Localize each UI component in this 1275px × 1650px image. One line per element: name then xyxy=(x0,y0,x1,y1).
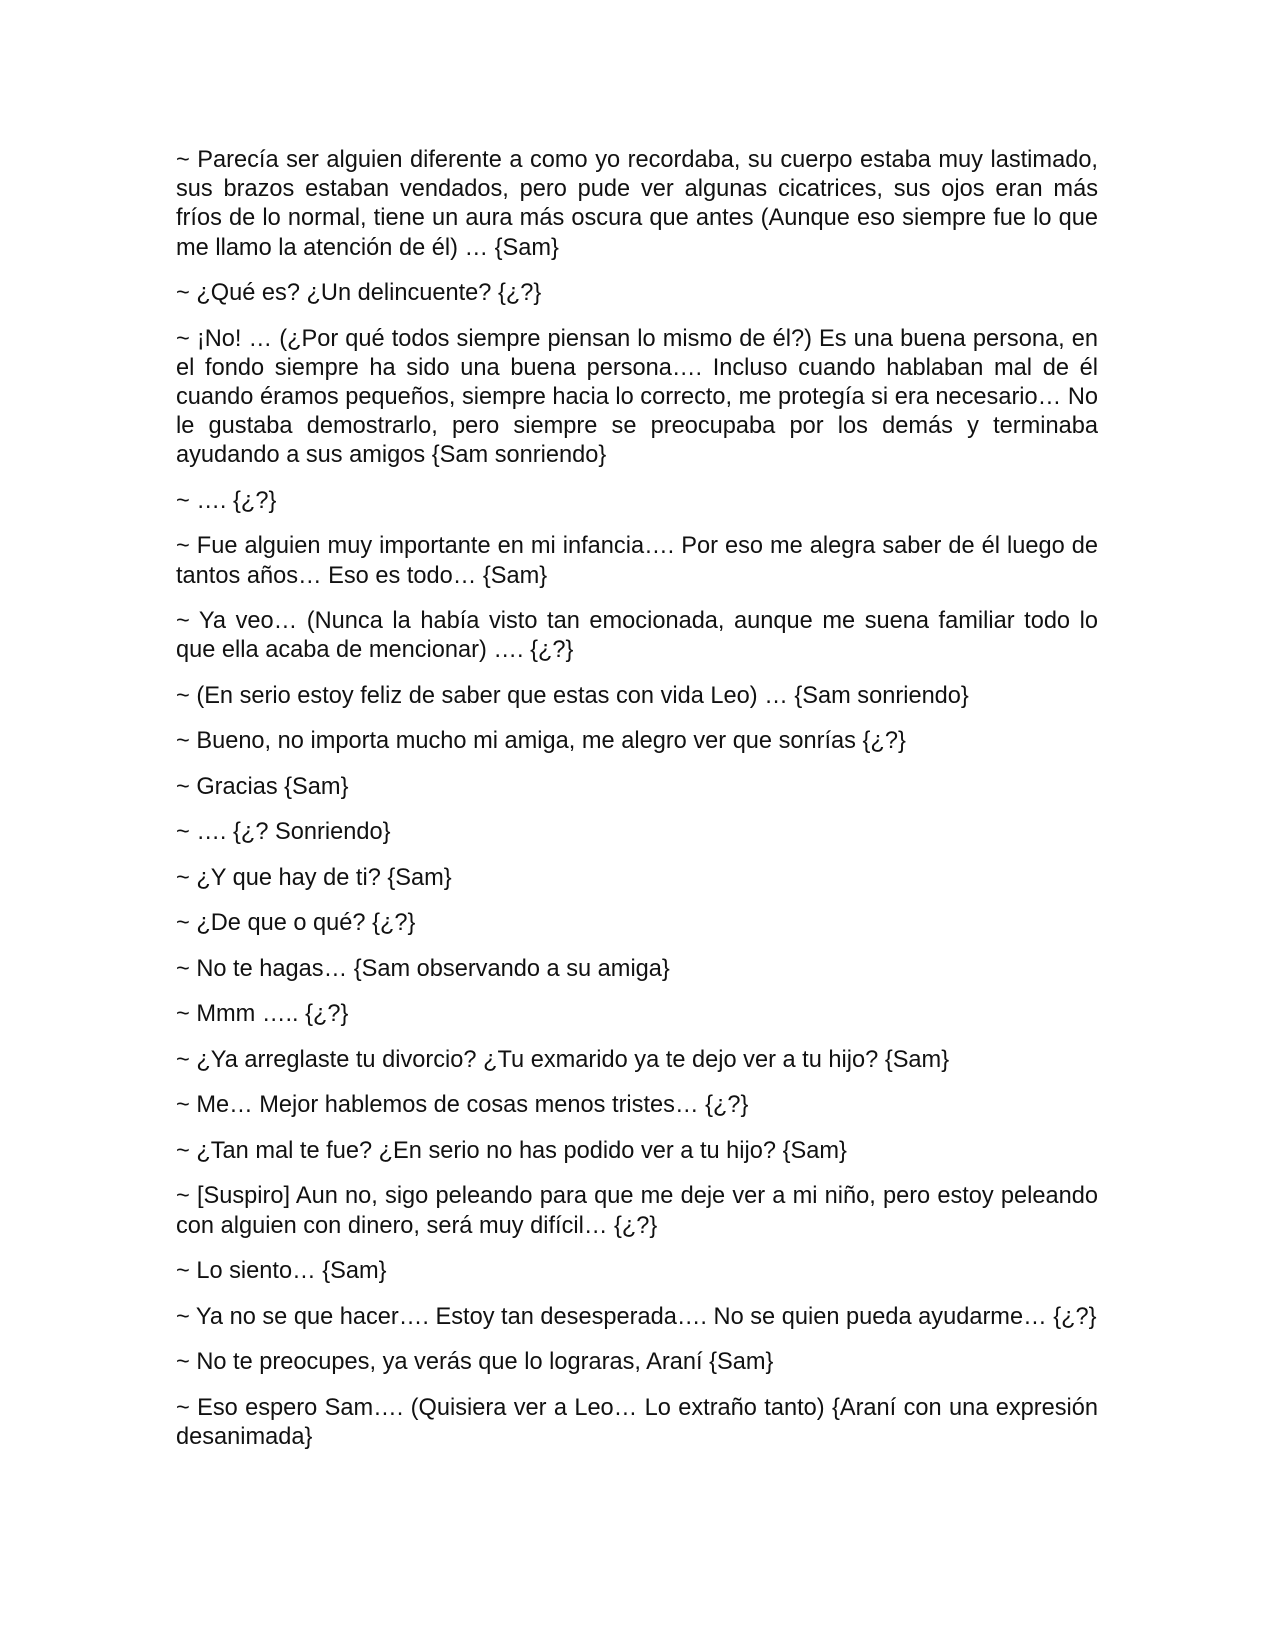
paragraph-6: ~ Ya veo… (Nunca la había visto tan emocionada, aunque me suena familiar todo lo que ella acaba de mencionar) …. {¿?} xyxy=(176,608,1098,664)
paragraph-11: ~ ¿Y que hay de ti? {Sam} xyxy=(176,864,452,891)
paragraph-22: ~ Eso espero Sam…. (Quisiera ver a Leo… Lo extraño tanto) {Araní con una expresión desanimada} xyxy=(176,1394,1098,1450)
paragraph-5: ~ Fue alguien muy importante en mi infancia…. Por eso me alegra saber de él luego de tantos años… Eso es todo… {Sam} xyxy=(176,533,1098,589)
paragraph-9: ~ Gracias {Sam} xyxy=(176,773,349,800)
paragraph-8: ~ Bueno, no importa mucho mi amiga, me alegro ver que sonrías {¿?} xyxy=(176,728,906,755)
paragraph-18: ~ [Suspiro] Aun no, sigo peleando para que me deje ver a mi niño, pero estoy peleando con alguien con dinero, será muy difícil… {¿?} xyxy=(176,1183,1098,1239)
paragraph-16: ~ Me… Mejor hablemos de cosas menos tristes… {¿?} xyxy=(176,1092,749,1119)
paragraph-7: ~ (En serio estoy feliz de saber que estas con vida Leo) … {Sam sonriendo} xyxy=(176,682,969,709)
paragraph-20: ~ Ya no se que hacer…. Estoy tan desesperada…. No se quien pueda ayudarme… {¿?} xyxy=(176,1303,1097,1330)
paragraph-2: ~ ¿Qué es? ¿Un delincuente? {¿?} xyxy=(176,280,542,307)
paragraph-4: ~ …. {¿?} xyxy=(176,487,277,514)
paragraph-21: ~ No te preocupes, ya verás que lo lograras, Araní {Sam} xyxy=(176,1349,774,1376)
paragraph-15: ~ ¿Ya arreglaste tu divorcio? ¿Tu exmarido ya te dejo ver a tu hijo? {Sam} xyxy=(176,1046,950,1073)
paragraph-13: ~ No te hagas… {Sam observando a su amiga} xyxy=(176,955,670,982)
paragraph-3: ~ ¡No! … (¿Por qué todos siempre piensan lo mismo de él?) Es una buena persona, en el fondo siempre ha sido una buena persona…. Incluso cuando hablaban mal de él cuando éramos pequeños, siempre hacia lo correcto, me protegía si era necesario… No le gustaba demostrarlo, pero siempre se preocupaba por los demás y terminaba ayudando a sus amigos {Sam sonriendo} xyxy=(176,325,1098,469)
paragraph-10: ~ …. {¿? Sonriendo} xyxy=(176,819,391,846)
dialogue-text xyxy=(176,146,1098,1452)
paragraph-14: ~ Mmm ….. {¿?} xyxy=(176,1001,349,1028)
paragraph-12: ~ ¿De que o qué? {¿?} xyxy=(176,910,416,937)
paragraph-17: ~ ¿Tan mal te fue? ¿En serio no has podido ver a tu hijo? {Sam} xyxy=(176,1137,847,1164)
paragraph-19: ~ Lo siento… {Sam} xyxy=(176,1258,387,1285)
paragraph-1: ~ Parecía ser alguien diferente a como yo recordaba, su cuerpo estaba muy lastimado, sus brazos estaban vendados, pero pude ver algunas cicatrices, sus ojos eran más fríos de lo normal, tiene un aura más oscura que antes (Aunque eso siempre fue lo que me llamo la atención de él) … {Sam} xyxy=(176,147,1098,261)
